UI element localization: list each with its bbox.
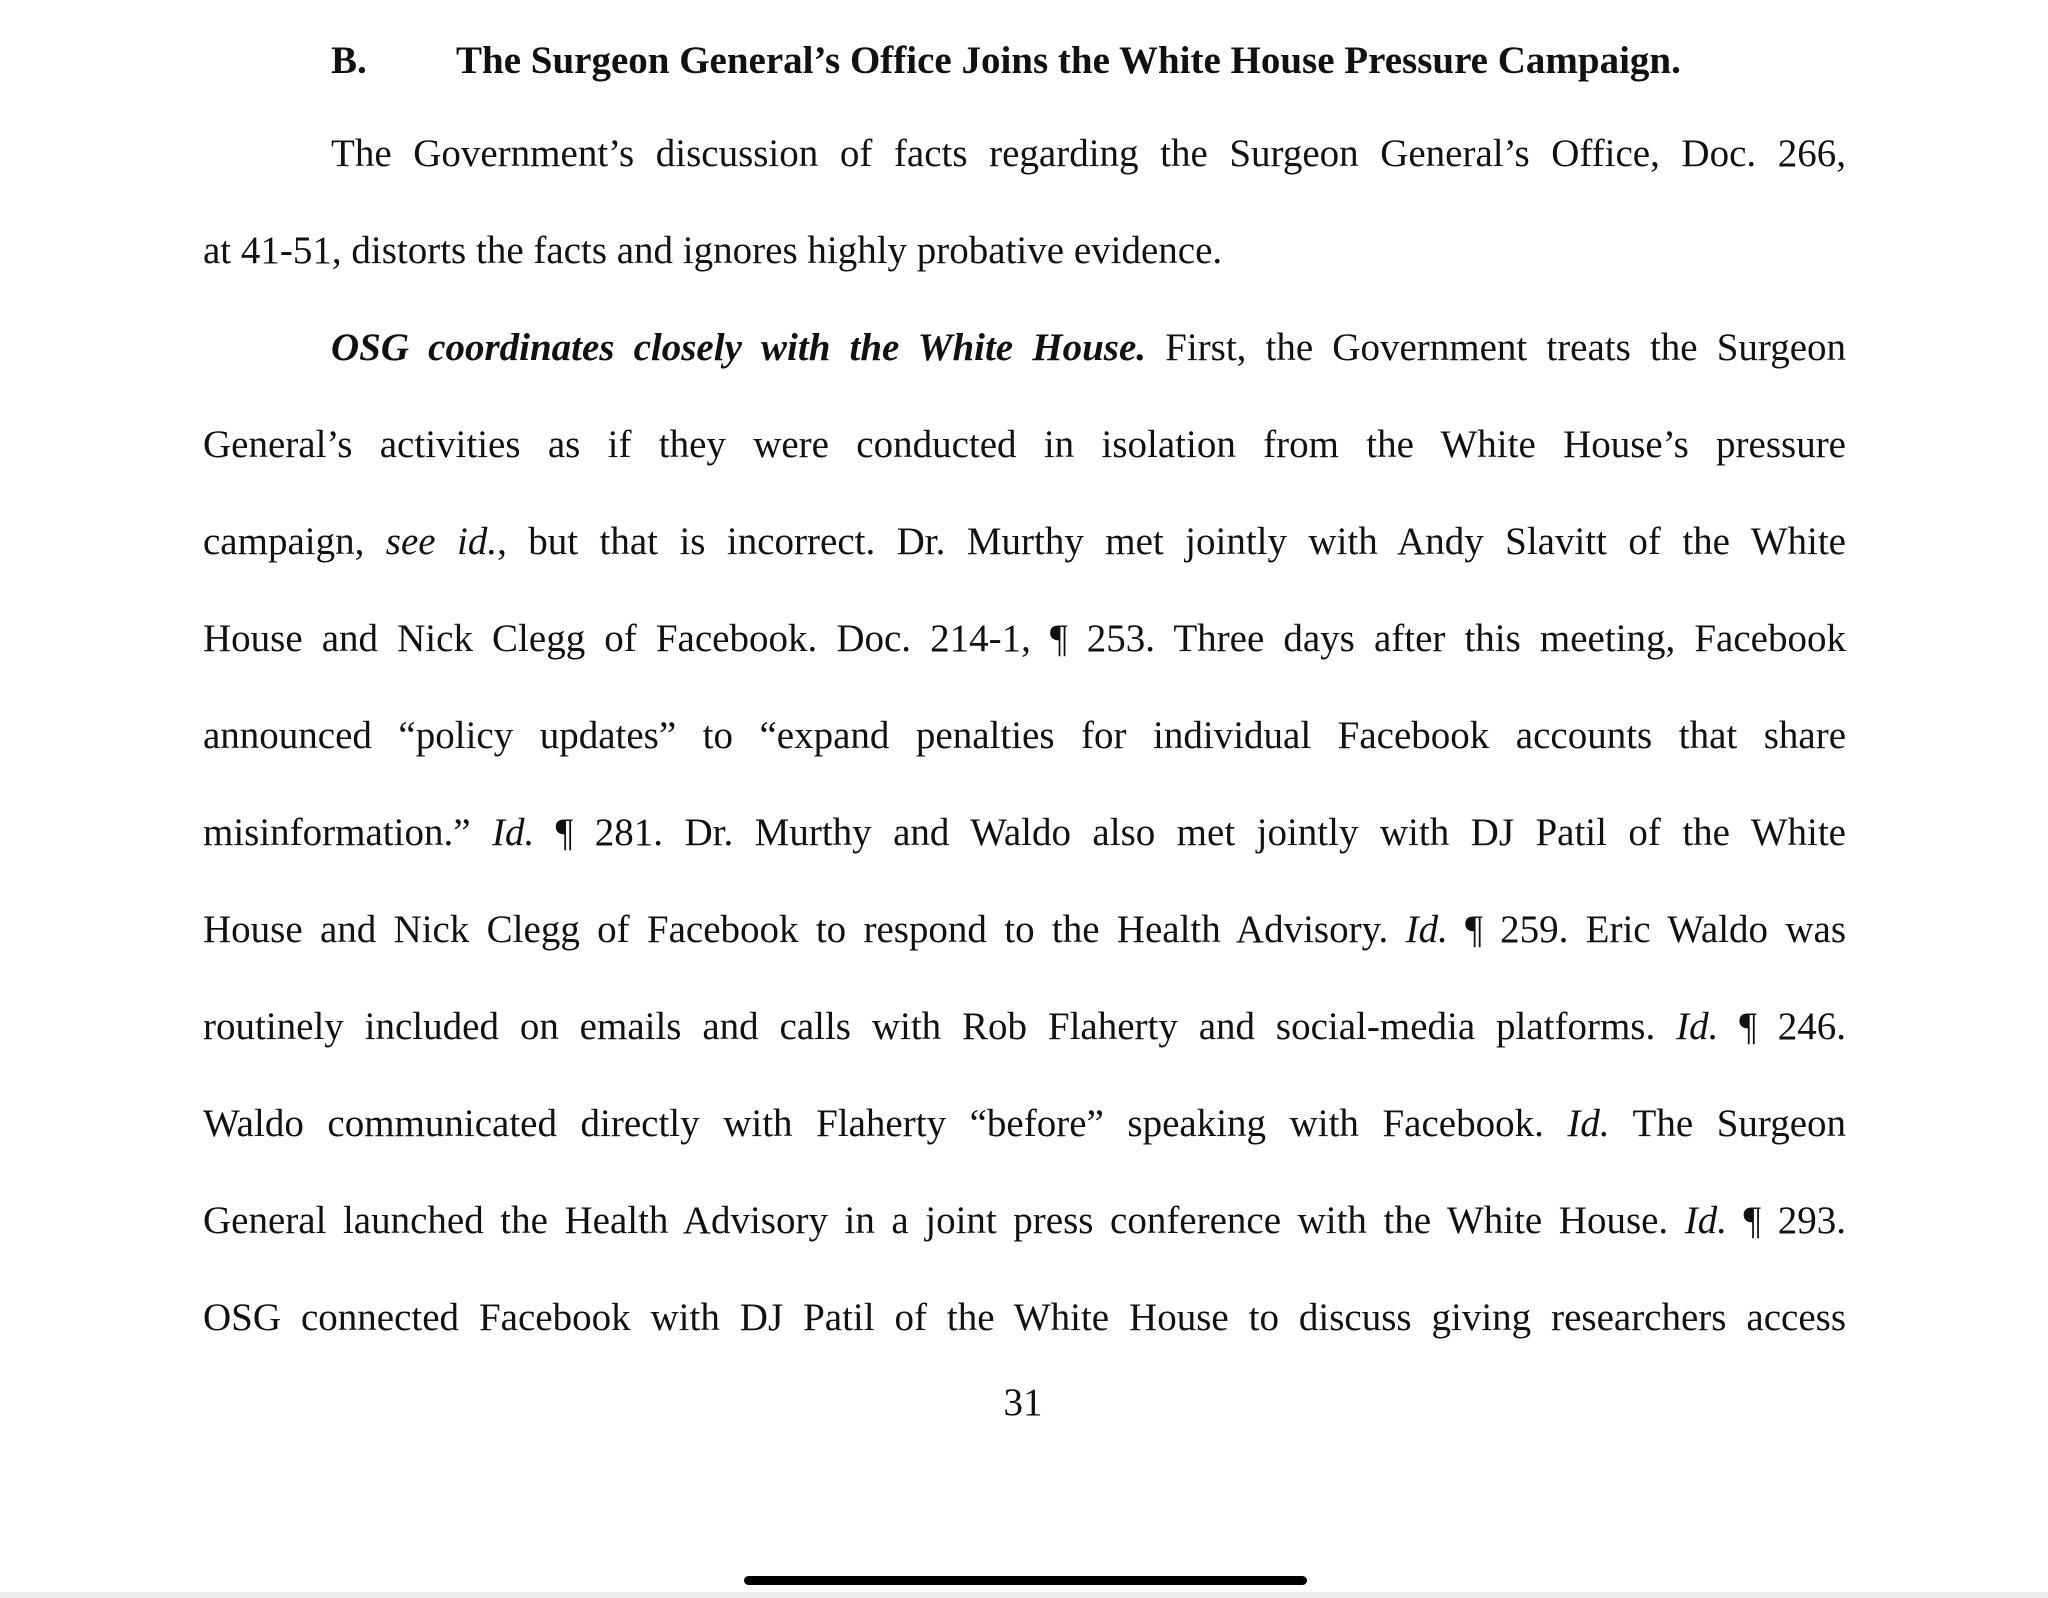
line-7-text-b: ¶ 259. Eric Waldo was — [1447, 908, 1846, 951]
paragraph-2-line-2: General’s activities as if they were conducted in isolation from the White House’s pressure — [203, 423, 1846, 466]
section-title: The Surgeon General’s Office Joins the White House Pressure Campaign. — [456, 39, 1681, 82]
line-8-text-b: ¶ 246. — [1718, 1005, 1847, 1048]
citation-id: Id. — [1684, 1199, 1727, 1242]
line-3-text-a: campaign, — [203, 520, 386, 563]
line-3-text-b: , but that is incorrect. Dr. Murthy met jointly with Andy Slavitt of the White — [497, 520, 1846, 563]
paragraph-2-line-8 — [203, 1003, 1846, 1051]
paragraph-2-line-6 — [203, 809, 1846, 857]
line-10-text-b: ¶ 293. — [1726, 1199, 1846, 1242]
line-10-text-a: General launched the Health Advisory in a joint press conference with the White House. — [203, 1199, 1685, 1242]
paragraph-2-line-10 — [203, 1197, 1846, 1245]
page-number-text: 31 — [1003, 1381, 1043, 1424]
section-heading — [331, 38, 1681, 83]
paragraph-2-line-1-text: First, the Government treats the Surgeon — [1146, 326, 1846, 369]
paragraph-1-line-1: The Government’s discussion of facts regarding the Surgeon General’s Office, Doc. 266, — [331, 132, 1846, 175]
line-7-text-a: House and Nick Clegg of Facebook to respond to the Health Advisory. — [203, 908, 1406, 951]
paragraph-2-line-9 — [203, 1100, 1846, 1148]
paragraph-2-line-11: OSG connected Facebook with DJ Patil of the White House to discuss giving researchers access — [203, 1296, 1846, 1339]
paragraph-2-line-1 — [331, 324, 1846, 372]
paragraph-lead-heading: OSG coordinates closely with the White House. — [331, 326, 1146, 369]
line-6-text-b: ¶ 281. Dr. Murthy and Waldo also met jointly with DJ Patil of the White — [534, 811, 1846, 854]
citation-id: Id. — [1567, 1102, 1610, 1145]
home-indicator-bar[interactable] — [744, 1576, 1307, 1585]
citation-id: Id. — [491, 811, 535, 854]
citation-id: Id. — [1405, 908, 1448, 951]
page-number — [0, 1380, 2048, 1425]
bottom-edge — [0, 1592, 2048, 1598]
paragraph-2-line-5: announced “policy updates” to “expand penalties for individual Facebook accounts that share — [203, 714, 1846, 757]
line-9-text-b: The Surgeon — [1609, 1102, 1846, 1145]
paragraph-2-line-7 — [203, 906, 1846, 954]
line-8-text-a: routinely included on emails and calls with Rob Flaherty and social-media platforms. — [203, 1005, 1677, 1048]
line-9-text-a: Waldo communicated directly with Flaherty “before” speaking with Facebook. — [203, 1102, 1568, 1145]
line-6-text-a: misinformation.” — [203, 811, 492, 854]
paragraph-2-line-4: House and Nick Clegg of Facebook. Doc. 214-1, ¶ 253. Three days after this meeting, Facebook — [203, 617, 1846, 660]
citation-see-id: see id. — [385, 520, 498, 563]
paragraph-2-line-3 — [203, 518, 1846, 566]
paragraph-1-line-2: at 41-51, distorts the facts and ignores highly probative evidence. — [203, 229, 1223, 272]
citation-id: Id. — [1676, 1005, 1719, 1048]
section-letter: B. — [331, 39, 367, 82]
